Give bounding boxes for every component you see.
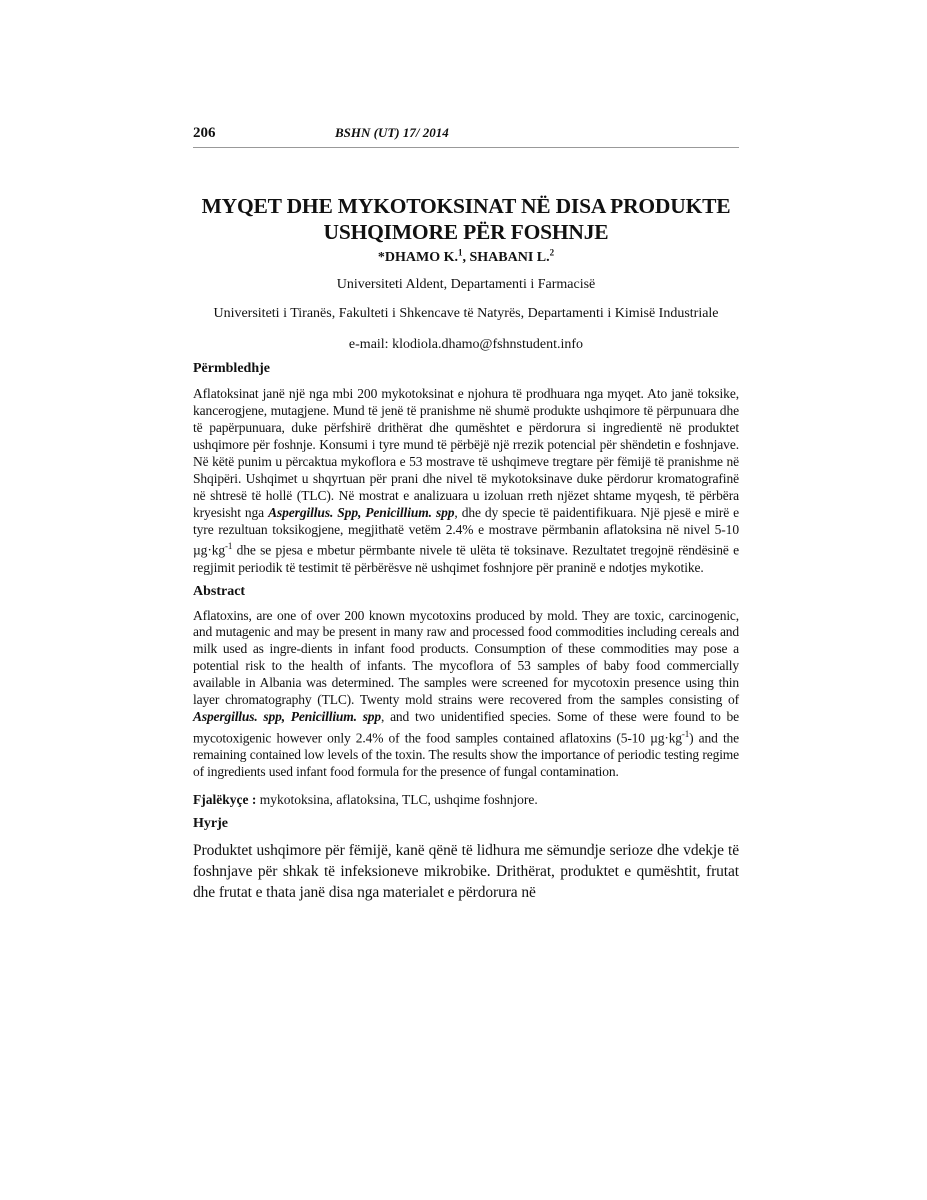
section-heading-hyrje: Hyrje [193, 816, 228, 832]
author-1-affiliation-mark: 1 [457, 247, 463, 258]
abstract-text-part1: Aflatoxins, are one of over 200 known mycotoxins produced by mold. They are toxic, carcinogenic, and mutagenic and may be present in many raw and processed food commodities including cereals and milk used as ingre-dients in infant food products. Consumption of these commodities may pose a potential risk to the health of infants. The mycoflora of 53 samples of baby food commercially available in Albania was determined. The samples were screened for mycotoxin presence using thin layer chromatography (TLC). Twenty mold strains were recovered from the samples consisting of [193, 607, 739, 708]
keywords-label: Fjalëkyçe : [193, 792, 257, 808]
author-1-name: *DHAMO K. [377, 250, 458, 265]
abstract-paragraph [193, 608, 739, 782]
article-title-line1: MYQET DHE MYKOTOKSINAT NË DISA PRODUKTE [201, 194, 731, 218]
keywords-text: mykotoksina, aflatoksina, TLC, ushqime foshnjore. [256, 792, 538, 808]
author-2-name: SHABANI L. [469, 250, 550, 265]
author-separator: , [462, 250, 470, 265]
author-list [193, 248, 739, 268]
page-number: 206 [193, 125, 216, 141]
permbledhje-text-part1: Aflatoksinat janë një nga mbi 200 mykotoksinat e njohura të prodhuara nga myqet. Ato janë toksike, kancerogjene, mutagjene. Mund të jenë të pranishme në shumë produkte ushqimore të përpunuara dhe të papërpunuara, duke përfshirë drithërat dhe qumështet e përdorura si ingredientë në produktet ushqimore për foshnje. Konsumi i tyre mund të përbëjë një rrezik potencial për shëndetin e foshnjave. Në këtë punim u përcaktua mykoflora e 53 mostrave të ushqimeve tregtare për fëmijë të pranishme në Shqipëri. Ushqimet u shqyrtuan për prani dhe nivel të mykotoksinave duke përdorur kromatografinë në shtresë të hollë (TLC). Në mostrat e analizuara u izoluan rreth njëzet shtame myqesh, të përbëra kryesisht nga [193, 386, 739, 520]
permbledhje-paragraph [193, 385, 739, 576]
affiliation-2: Universiteti i Tiranës, Fakulteti i Shkencave të Natyrës, Departamenti i Kimisë Industriale [213, 306, 719, 321]
hyrje-paragraph: Produktet ushqimore për fëmijë, kanë qënë të lidhura me sëmundje serioze dhe vdekje të foshnjave për shkak të infeksioneve mikrobike. Drithërat, produktet e qumështit, frutat dhe frutat e thata janë disa nga materialet e përdorura në [193, 842, 739, 902]
permbledhje-species: Aspergillus. Spp, Penicillium. spp [268, 505, 455, 520]
author-2-affiliation-mark: 2 [549, 247, 555, 258]
article-body [193, 193, 739, 903]
abstract-text-part2: , and two unidentified species. Some of these were found to be mycotoxigenic however only 2.4% of the food samples contained aflatoxins (5-10 µg·kg [193, 708, 739, 746]
journal-reference: BSHN (UT) 17/ 2014 [335, 125, 449, 140]
article-title-line2: USHQIMORE PËR FOSHNJE [323, 220, 609, 244]
permbledhje-text-part2: , dhe dy specie të paidentifikuara. Një pjesë e mirë e tyre rezultuan toksikogjene, megjithatë vetëm 2.4% e mostrave përmbanin aflatoksina në nivel 5-10 µg·kg [193, 505, 739, 558]
section-heading-permbledhje: Përmbledhje [193, 361, 270, 376]
keywords-line [193, 791, 739, 808]
abstract-text-part3: ) and the remaining contained low levels of the toxin. The results show the importance of periodic testing regime of ingredients used infant food formula for the presence of fungal contamination. [193, 730, 739, 780]
contact-email: e-mail: klodiola.dhamo@fshnstudent.info [348, 337, 584, 352]
permbledhje-unit-exponent: -1 [225, 541, 233, 551]
affiliation-1: Universiteti Aldent, Departamenti i Farmacisë [336, 277, 596, 292]
section-heading-abstract: Abstract [193, 583, 246, 599]
abstract-species: Aspergillus. spp, Penicillium. spp [193, 708, 382, 724]
abstract-unit-exponent: -1 [681, 728, 690, 739]
running-header [193, 125, 739, 148]
article-title [193, 193, 739, 245]
permbledhje-text-part3: dhe se pjesa e mbetur përmbante nivele të ulëta të toksinave. Rezultatet tregojnë rëndësinë e regjimit periodik të testimit të përbërësve në ushqimet foshnjore për praninë e ndotjes mykotike. [193, 542, 739, 575]
